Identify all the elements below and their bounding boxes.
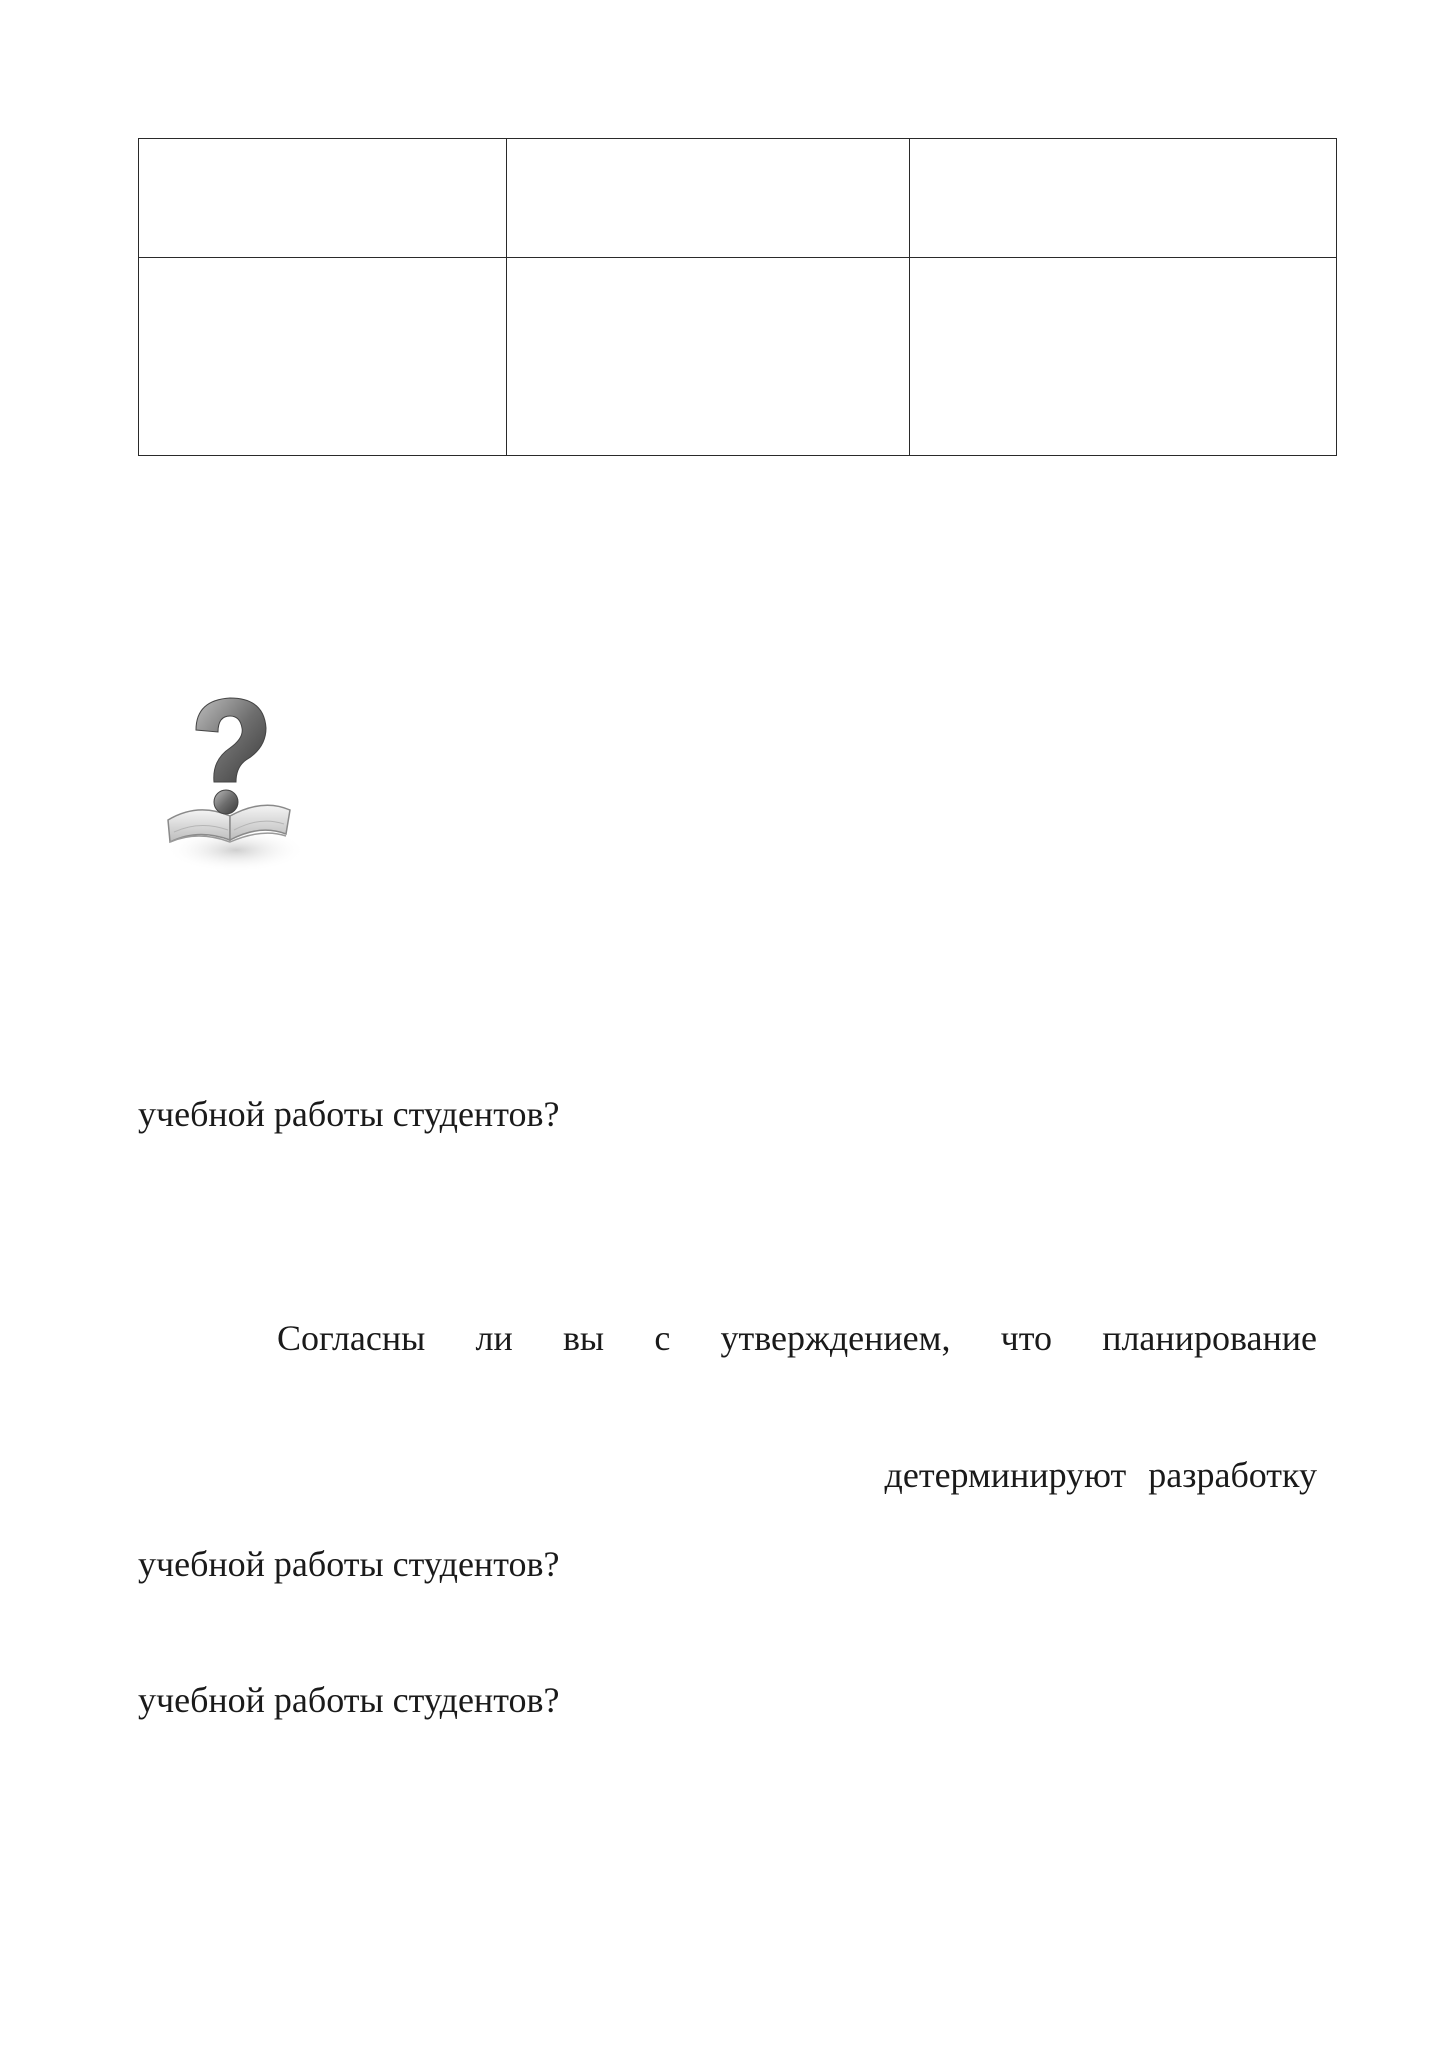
- table-cell: [507, 139, 910, 258]
- table-cell: [910, 139, 1337, 258]
- paragraph-line: учебной работы студентов?: [138, 1094, 560, 1134]
- word: с: [654, 1318, 671, 1358]
- question-book-icon: [148, 690, 318, 880]
- table-cell: [910, 258, 1337, 456]
- word: планирование: [1102, 1318, 1317, 1358]
- word: вы: [562, 1318, 605, 1358]
- word: ли: [475, 1318, 513, 1358]
- word: детерминируют: [884, 1455, 1127, 1495]
- paragraph-line: учебной работы студентов?: [138, 1680, 560, 1720]
- blank-table: [138, 138, 1337, 456]
- word: разработку: [1148, 1455, 1317, 1495]
- word: утверждением,: [720, 1318, 951, 1358]
- paragraph-line: учебной работы студентов?: [138, 1544, 560, 1584]
- table-row: [139, 258, 1337, 456]
- table-cell: [139, 139, 507, 258]
- table-row: [139, 139, 1337, 258]
- question-line: [277, 1318, 1317, 1358]
- word: Согласны: [277, 1318, 426, 1358]
- word: что: [1000, 1318, 1053, 1358]
- table-cell: [507, 258, 910, 456]
- right-aligned-line: [885, 1455, 1317, 1495]
- table-cell: [139, 258, 507, 456]
